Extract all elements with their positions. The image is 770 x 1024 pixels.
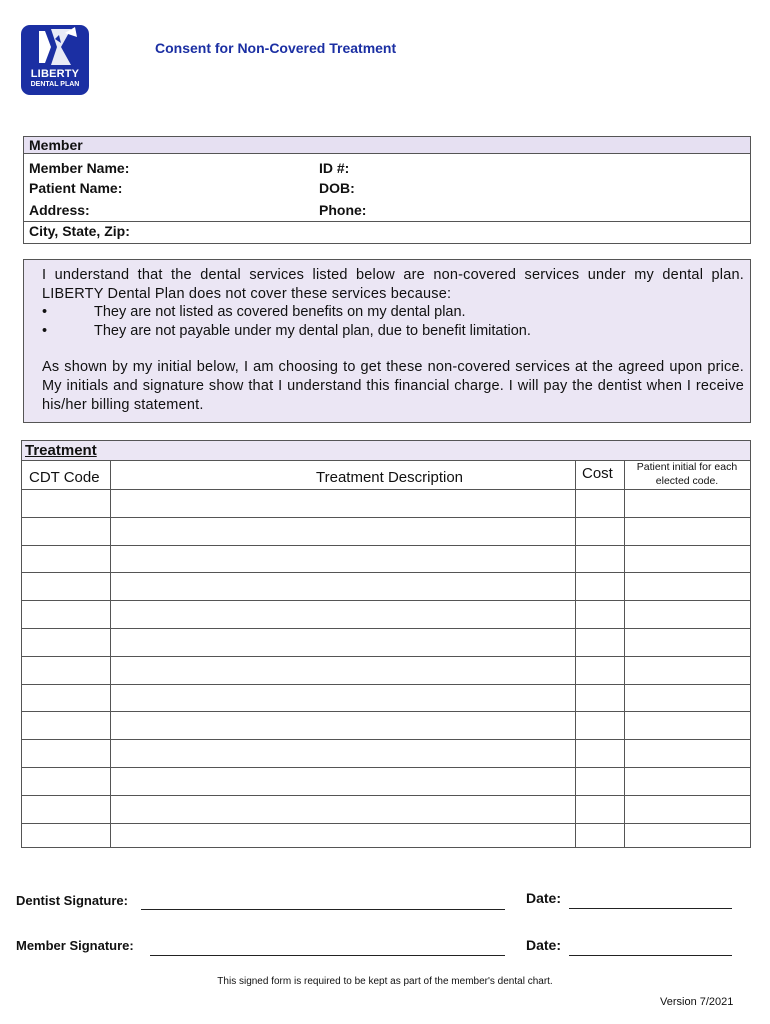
- table-row[interactable]: [22, 711, 750, 712]
- consent-statement: [23, 259, 751, 423]
- table-row[interactable]: [22, 545, 750, 546]
- table-row[interactable]: [22, 600, 750, 601]
- treatment-section-label: Treatment: [25, 442, 97, 459]
- bullet-1: •: [42, 304, 48, 320]
- patient-name-label: Patient Name:: [29, 180, 123, 196]
- column-divider: [575, 460, 576, 847]
- dentist-date-label: Date:: [526, 890, 562, 906]
- bullet-2: •: [42, 323, 48, 339]
- member-section-label: Member: [29, 137, 83, 153]
- city-state-zip-label: City, State, Zip:: [29, 223, 130, 239]
- table-row[interactable]: [22, 489, 750, 490]
- footer-note: This signed form is required to be kept as part of the member's dental chart.: [217, 976, 553, 987]
- consent-intro: I understand that the dental services listed below are non-covered services under my dental plan. LIBERTY Dental Plan does not cover these services because:: [42, 267, 744, 302]
- column-divider: [624, 460, 625, 847]
- member-date-line[interactable]: [569, 955, 732, 956]
- table-row[interactable]: [22, 795, 750, 796]
- table-row[interactable]: [22, 572, 750, 573]
- page-title: Consent for Non-Covered Treatment: [155, 40, 397, 56]
- member-row-divider: [24, 221, 750, 222]
- dentist-signature-label: Dentist Signature:: [16, 893, 128, 908]
- table-row[interactable]: [22, 767, 750, 768]
- consent-closing: As shown by my initial below, I am choosing to get these non-covered services at the agreed upon price. My initials and signature show that I understand this financial charge. I will pay the dentist when I receive his/her billing statement.: [42, 359, 744, 413]
- table-row[interactable]: [22, 739, 750, 740]
- logo-text-dental-plan: DENTAL PLAN: [30, 81, 80, 88]
- member-date-label: Date:: [526, 937, 562, 953]
- table-row[interactable]: [22, 628, 750, 629]
- column-divider: [110, 460, 111, 847]
- dentist-date-line[interactable]: [569, 908, 732, 909]
- liberty-logo: [21, 25, 89, 95]
- member-signature-line[interactable]: [150, 955, 505, 956]
- cdt-code-header: CDT Code: [29, 469, 100, 486]
- table-row[interactable]: [22, 823, 750, 824]
- table-row[interactable]: [22, 656, 750, 657]
- id-label: ID #:: [319, 160, 350, 176]
- version-label: Version 7/2021: [660, 996, 734, 1008]
- dob-label: DOB:: [319, 180, 355, 196]
- member-signature-label: Member Signature:: [16, 938, 134, 953]
- member-name-label: Member Name:: [29, 160, 130, 176]
- treatment-section-header: [22, 441, 750, 461]
- dentist-signature-line[interactable]: [141, 909, 505, 910]
- table-row[interactable]: [22, 517, 750, 518]
- logo-text-liberty: LIBERTY: [30, 68, 80, 80]
- member-section-header: [24, 137, 750, 154]
- statue-of-liberty-icon: [21, 25, 89, 69]
- consent-bullet-2: They are not payable under my dental plan, due to benefit limitation.: [94, 323, 531, 339]
- member-section: [23, 136, 751, 244]
- treatment-table: [21, 440, 751, 848]
- patient-initial-header: Patient initial for each elected code.: [636, 461, 738, 487]
- table-row[interactable]: [22, 684, 750, 685]
- phone-label: Phone:: [319, 202, 367, 218]
- cost-header: Cost: [582, 465, 613, 482]
- address-label: Address:: [29, 202, 90, 218]
- treatment-description-header: Treatment Description: [316, 469, 463, 486]
- consent-bullet-1: They are not listed as covered benefits on my dental plan.: [94, 304, 466, 320]
